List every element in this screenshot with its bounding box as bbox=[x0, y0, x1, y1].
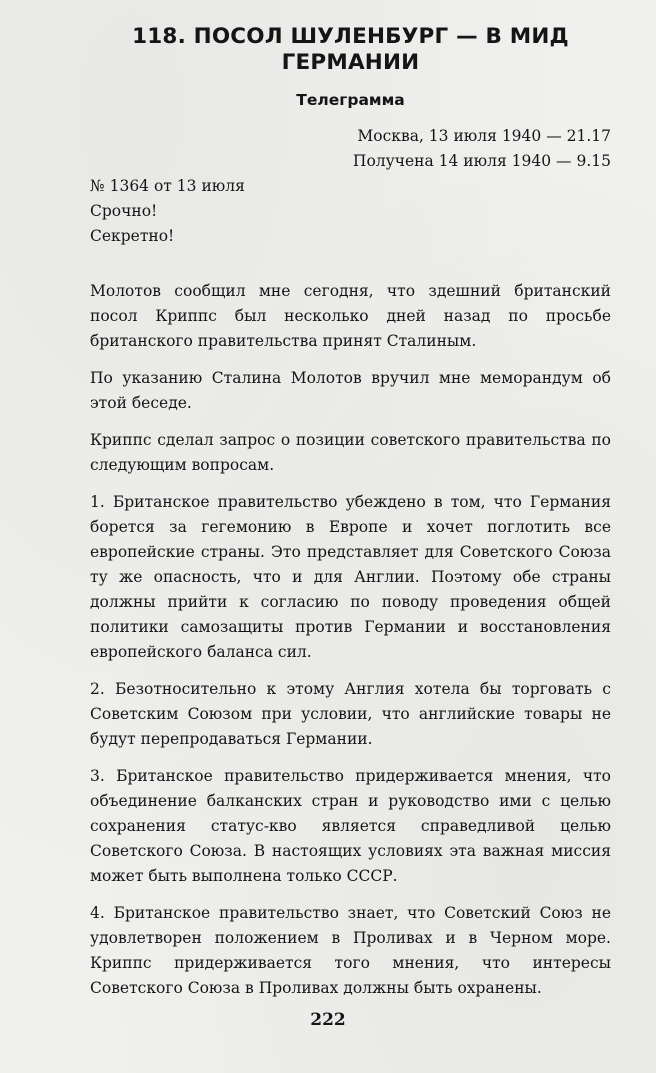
title-line-1: 118. ПОСОЛ ШУЛЕНБУРГ — В МИД bbox=[132, 24, 569, 49]
secret-mark: Секретно! bbox=[90, 227, 175, 245]
page-content bbox=[90, 24, 611, 1013]
paragraph: 3. Британское правительство придерживается мнения, что объединение балканских стран и руководство ими с целью сохранения статус-кво является справедливой целью Советского Союза. В настоящих условиях эта важная миссия может быть выполнена только СССР. bbox=[90, 767, 611, 885]
urgent-mark: Срочно! bbox=[90, 202, 158, 220]
paragraph: 4. Британское правительство знает, что Советский Союз не удовлетворен положением в Проливах и в Черном море. Криппс придерживается того мнения, что интересы Советского Союза в Проливах должны быть охранены. bbox=[90, 904, 611, 997]
document-title bbox=[90, 24, 611, 76]
received-dateline: Получена 14 июля 1940 — 9.15 bbox=[352, 152, 611, 170]
spacer bbox=[90, 249, 611, 279]
document-subtitle: Телеграмма bbox=[296, 91, 405, 109]
telegram-number: № 1364 от 13 июля bbox=[90, 177, 245, 195]
page-number: 222 bbox=[310, 1010, 346, 1030]
paragraph: Молотов сообщил мне сегодня, что здешний британский посол Криппс был несколько дней назад по просьбе британского правительства принят Сталиным. bbox=[90, 282, 611, 350]
title-line-2: ГЕРМАНИИ bbox=[281, 50, 420, 75]
paragraph: 2. Безотносительно к этому Англия хотела бы торговать с Советским Союзом при условии, что английские товары не будут перепродаваться Германии. bbox=[90, 680, 611, 748]
paragraph: По указанию Сталина Молотов вручил мне меморандум об этой беседе. bbox=[90, 369, 611, 412]
paragraph: Криппс сделал запрос о позиции советского правительства по следующим вопросам. bbox=[90, 431, 611, 474]
sent-dateline: Москва, 13 июля 1940 — 21.17 bbox=[357, 127, 611, 145]
paragraph: 1. Британское правительство убеждено в том, что Германия борется за гегемонию в Европе и хочет поглотить все европейские страны. Это представляет для Советского Союза ту же опасность, что и для Англии. Поэтому обе страны должны прийти к согласию по поводу проведения общей политики самозащиты против Германии и восстановления европейского баланса сил. bbox=[90, 493, 611, 661]
